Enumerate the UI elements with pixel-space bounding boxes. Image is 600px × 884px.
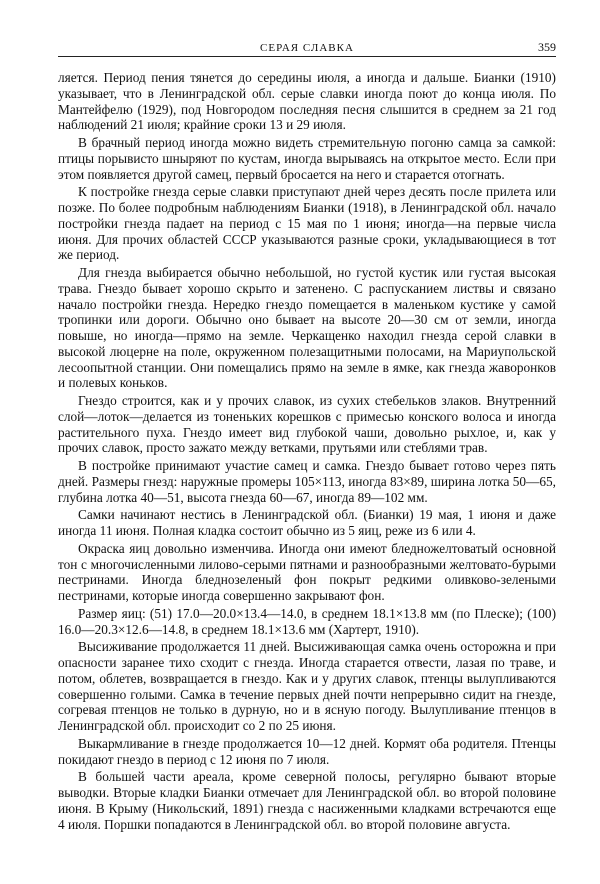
paragraph: К постройке гнезда серые славки приступают дней через десять после прилета или позже. По более подробным наблюдениям Бианки (1918), в Ленинградской обл. начало постройки гнезда падает на период с 15 мая по 1 июня; иногда—на первые числа июня. Для прочих областей СССР указываются разные сроки, укладывающиеся в тот же период.	[58, 184, 556, 263]
running-title: СЕРАЯ СЛАВКА	[260, 42, 354, 54]
paragraph: Высиживание продолжается 11 дней. Высиживающая самка очень осторожна и при опасности заранее тихо сходит с гнезда. Иногда старается отвести, лазая по траве, и потом, облетев, возвращается в гнездо. Как и у других славок, птенцы вылупливаются совершенно голыми. Самка в течение первых дней почти непрерывно сидит на гнезде, согревая птенцов не только в дурную, но и в ясную погоду. Вылупливание птенцов в Ленинградской обл. происходит со 2 по 25 июня.	[58, 639, 556, 733]
page-number: 359	[538, 40, 556, 54]
paragraph: Гнездо строится, как и у прочих славок, из сухих стебельков злаков. Внутренний слой—лоток—делается из тоненьких корешков с примесью конского волоса и иногда растительного пуха. Гнездо имеет вид глубокой чаши, довольно рыхлое, и, как у прочих славок, просто зажато между ветками, прутьями или стеблями трав.	[58, 393, 556, 456]
paragraph: Для гнезда выбирается обычно небольшой, но густой кустик или густая высокая трава. Гнездо бывает хорошо скрыто и затенено. С распусканием листвы и связано начало постройки гнезда. Нередко гнездо помещается в маленьком кустике у самой тропинки или дороги. Обычно оно бывает на высоте 20—30 см от земли, иногда повыше, но иногда—прямо на земле. Черкащенко находил гнезда серой славки в высокой люцерне на поле, окруженном полезащитными полосами, на Мариупольской лесоопытной станции. Они помещались прямо на земле в ямке, как гнезда жаворонков и полевых коньков.	[58, 265, 556, 391]
paragraph: Окраска яиц довольно изменчива. Иногда они имеют бледножелтоватый основной тон с многочисленными лилово-серыми пятнами и разнообразными желтовато-бурыми пестринами. Иногда бледнозеленый фон покрыт редкими оливково-зелеными пестринами, которые иногда совершенно закрывают фон.	[58, 540, 556, 603]
paragraph: В брачный период иногда можно видеть стремительную погоню самца за самкой: птицы порывисто шныряют по кустам, иногда вырываясь на открытое место. Если при этом появляется другой самец, первый бросается на него и старается отогнать.	[58, 135, 556, 182]
paragraph: Выкармливание в гнезде продолжается 10—12 дней. Кормят оба родителя. Птенцы покидают гнездо в период с 12 июня по 7 июля.	[58, 735, 556, 767]
running-header	[58, 40, 556, 57]
paragraph: В большей части ареала, кроме северной полосы, регулярно бывают вторые выводки. Вторые кладки Бианки отмечает для Ленинградской обл. во второй половине июня. В Крыму (Никольский, 1891) гнезда с насиженными кладками встречаются еще 4 июля. Поршки попадаются в Ленинградской обл. во второй половине августа.	[58, 769, 556, 832]
paragraph: В постройке принимают участие самец и самка. Гнездо бывает готово через пять дней. Размеры гнезд: наружные промеры 105×113, иногда 83×89, ширина лотка 50—65, глубина лотка 40—51, высота гнезда 60—67, иногда 89—102 мм.	[58, 458, 556, 505]
paragraph: Размер яиц: (51) 17.0—20.0×13.4—14.0, в среднем 18.1×13.8 мм (по Плеске); (100) 16.0—20.3×12.6—14.8, в среднем 18.1×13.6 мм (Хартерт, 1910).	[58, 605, 556, 637]
paragraph: ляется. Период пения тянется до середины июля, а иногда и дальше. Бианки (1910) указывает, что в Ленинградской обл. серые славки иногда поют до конца июля. По Мантейфелю (1929), под Новгородом последняя песня слышится в среднем за 21 год наблюдений 21 июля; крайние сроки 13 и 29 июля.	[58, 70, 556, 133]
body-text	[58, 70, 556, 834]
paragraph: Самки начинают нестись в Ленинградской обл. (Бианки) 19 мая, 1 июня и даже иногда 11 июня. Полная кладка состоит обычно из 5 яиц, реже из 6 или 4.	[58, 507, 556, 538]
